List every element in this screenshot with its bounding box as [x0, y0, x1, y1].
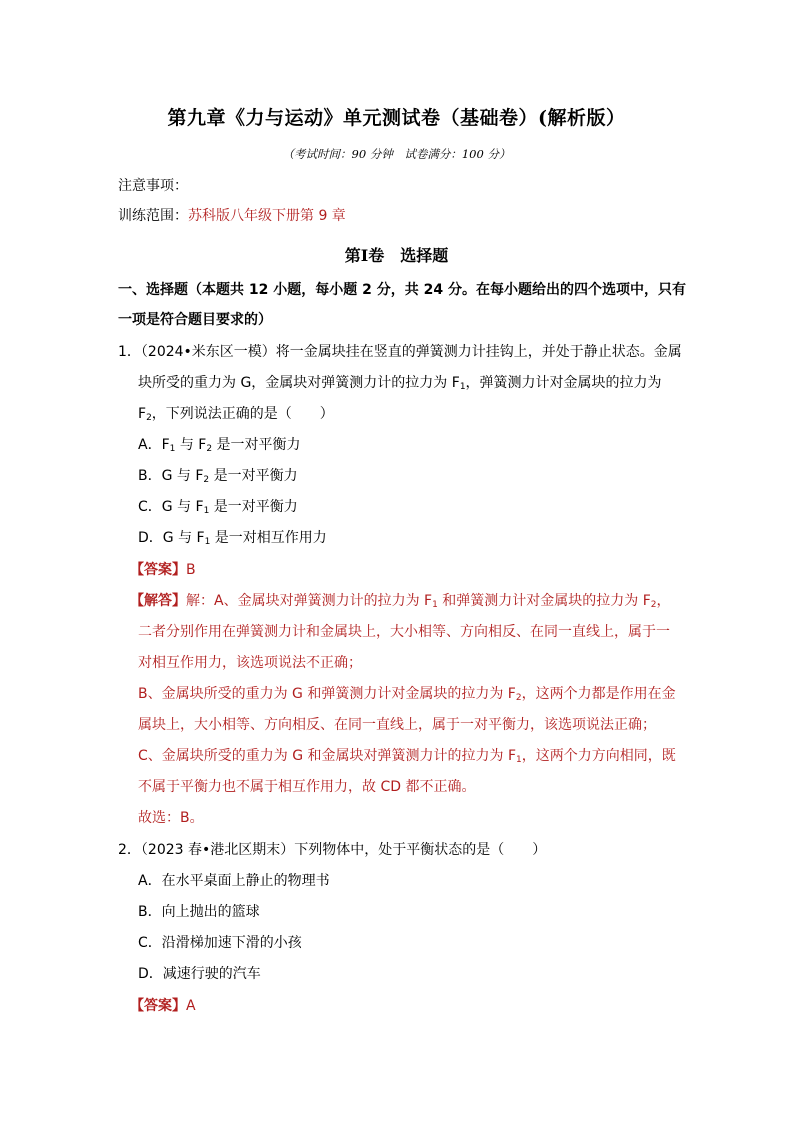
q1-analysis-line2: 二者分别作用在弹簧测力计和金属块上，大小相等、方向相反、在同一直线上，属于一 [138, 624, 670, 640]
q1-stem-line2: 块所受的重力为 G，金属块对弹簧测力计的拉力为 $F_1$，弹簧测力计对金属块的拉力为 [138, 375, 662, 392]
q1-stem-line1: 1．（2024•米东区一模）将一金属块挂在竖直的弹簧测力计挂钩上，并处于静止状态。金属 [118, 344, 682, 360]
q1-analysis-line6: C、金属块所受的重力为 G 和金属块对弹簧测力计的拉力为 $F_1$，这两个力方向相同，既 [138, 748, 676, 765]
section-instruction-line2: 一项是符合题目要求的） [118, 312, 272, 328]
q1-stem-line3: $F_2$，下列说法正确的是（ ） [138, 406, 334, 423]
q1-analysis-line4: B、金属块所受的重力为 G 和弹簧测力计对金属块的拉力为 $F_2$，这两个力都是作用在金 [138, 686, 676, 703]
notice-label: 注意事项： [118, 178, 188, 194]
section-instruction-line1: 一、选择题（本题共 12 小题，每小题 2 分，共 24 分。在每小题给出的四个选项中，只有 [118, 282, 686, 298]
q1-analysis-conclusion: 故选：B。 [138, 810, 204, 826]
range-value: 苏科版八年级下册第 9 章 [188, 208, 346, 224]
q2-option-c: C．沿滑梯加速下滑的小孩 [138, 935, 302, 951]
q2-stem: 2．（2023 春•港北区期末）下列物体中，处于平衡状态的是（ ） [118, 842, 547, 858]
q1-option-c: C．G 与 $F_1$ 是一对平衡力 [138, 499, 298, 516]
range-label: 训练范围： [118, 208, 188, 224]
q1-analysis-line7: 不属于平衡力也不属于相互作用力，故 CD 都不正确。 [138, 779, 476, 795]
q1-analysis-line1: 【解答】解：A、金属块对弹簧测力计的拉力为 $F_1$ 和弹簧测力计对金属块的拉力为 $F_2$， [130, 593, 671, 610]
exam-info: （考试时间：90 分钟 试卷满分：100 分） [282, 147, 511, 161]
q1-analysis-line3: 对相互作用力，该选项说法不正确； [138, 655, 362, 671]
q2-option-d: D．减速行驶的汽车 [138, 966, 261, 982]
q1-analysis-line5: 属块上，大小相等、方向相反、在同一直线上，属于一对平衡力，该选项说法正确； [138, 717, 656, 733]
section-title: 第Ⅰ卷 选择题 [344, 246, 449, 265]
q2-option-b: B．向上抛出的篮球 [138, 904, 260, 920]
page-title: 第九章《力与运动》单元测试卷（基础卷）(解析版） [167, 107, 626, 129]
q1-answer: 【答案】B [130, 562, 196, 578]
q1-option-a: A．$F_1$ 与 $F_2$ 是一对平衡力 [138, 437, 301, 454]
training-range [118, 206, 346, 226]
q1-option-d: D．G 与 $F_1$ 是一对相互作用力 [138, 530, 327, 547]
q1-option-b: B．G 与 $F_2$ 是一对平衡力 [138, 468, 298, 485]
q2-option-a: A．在水平桌面上静止的物理书 [138, 873, 330, 889]
q2-answer: 【答案】A [130, 998, 196, 1014]
